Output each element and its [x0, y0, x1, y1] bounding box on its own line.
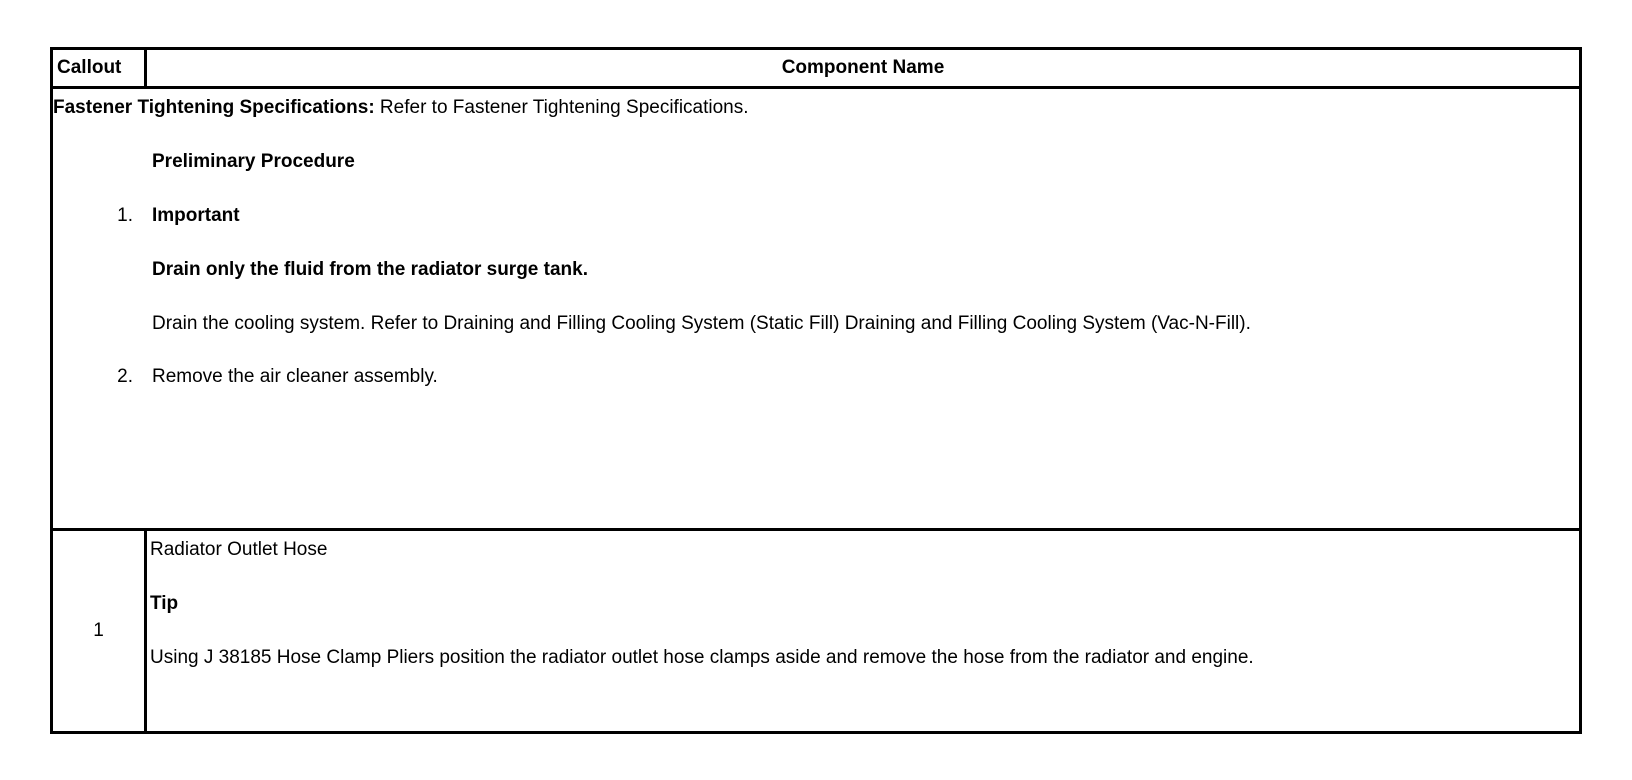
preliminary-title-line — [53, 151, 1579, 173]
procedure-table — [50, 47, 1582, 734]
component-cell — [146, 530, 1581, 733]
step-2-line — [53, 366, 1579, 388]
step-number: 1. — [117, 205, 133, 226]
component-name-header: Component Name — [146, 49, 1581, 88]
step-1-text: Drain the cooling system. Refer to Draining and Filling Cooling System (Static Fill) Draining and Filling Cooling System (Vac-N-Fill). — [152, 313, 1251, 334]
table-header-row — [52, 49, 1581, 88]
step-1-text-line — [53, 313, 1579, 335]
preliminary-procedure-title: Preliminary Procedure — [152, 151, 355, 172]
step-1-note-line — [53, 259, 1579, 281]
step-1-important-line — [53, 205, 1579, 227]
tip-label: Tip — [150, 593, 179, 614]
intro-row — [52, 88, 1581, 530]
callout-number: 1 — [52, 530, 146, 733]
step-2-text: Remove the air cleaner assembly. — [152, 366, 438, 387]
callout-header: Callout — [52, 49, 146, 88]
fastener-spec-label: Fastener Tightening Specifications: — [53, 97, 375, 118]
fastener-spec-line — [53, 89, 1579, 119]
intro-cell — [52, 88, 1581, 530]
fastener-spec-text: Refer to Fastener Tightening Specifications. — [374, 97, 749, 118]
tip-text: Using J 38185 Hose Clamp Pliers position the radiator outlet hose clamps aside and remove the hose from the radiator and engine. — [150, 647, 1254, 668]
important-label: Important — [152, 205, 240, 226]
step-number: 2. — [117, 366, 133, 387]
component-name: Radiator Outlet Hose — [150, 539, 328, 560]
important-note: Drain only the fluid from the radiator surge tank. — [152, 259, 588, 280]
table-row — [52, 530, 1581, 733]
